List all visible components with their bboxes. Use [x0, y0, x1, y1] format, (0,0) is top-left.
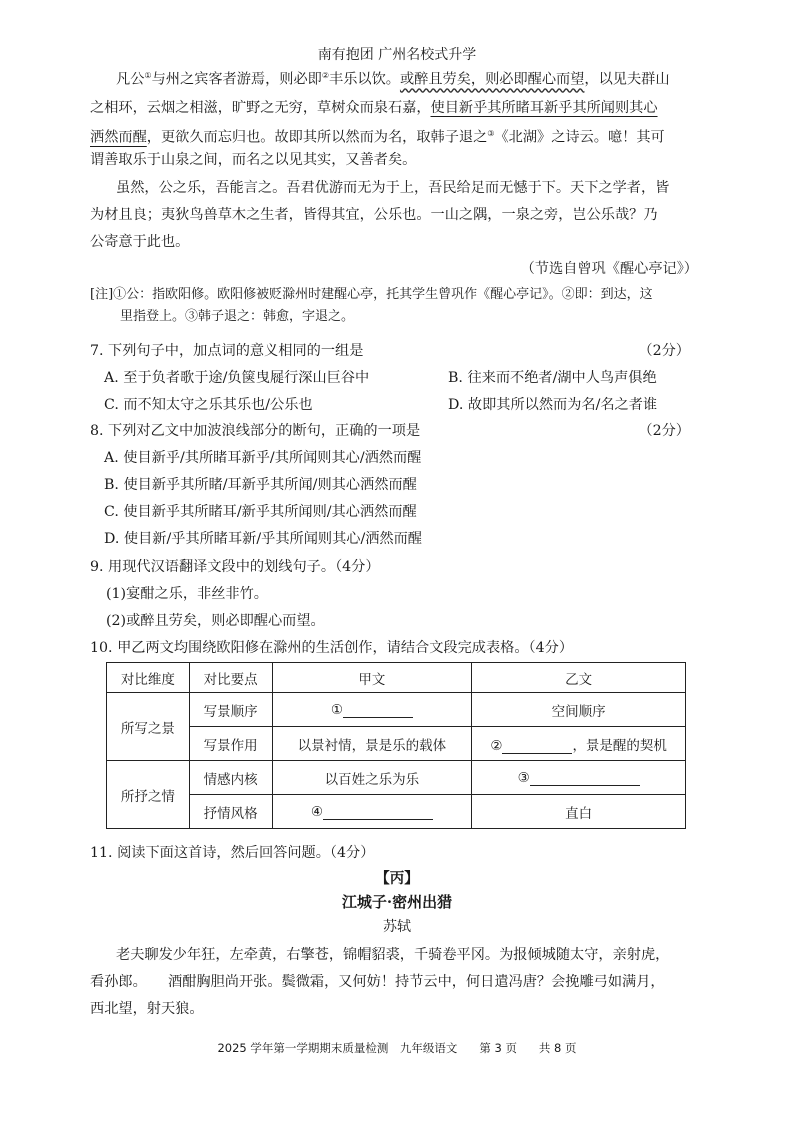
- q9-sentence-2: (2)或醉且劳矣，则必即醒心而望。: [106, 613, 325, 629]
- table-cell: 抒情风格: [189, 795, 272, 829]
- table-cell: 写景作用: [189, 727, 272, 761]
- poem-author: 苏轼: [383, 919, 411, 935]
- table-cell: 情感内核: [189, 761, 272, 795]
- wavy-underlined-sentence: 或醉且劳矣，则必即醒心而望: [399, 71, 585, 88]
- q9-sentence-1: (1)宴酣之乐，非丝非竹。: [106, 586, 268, 602]
- poem-line-1: 老夫聊发少年狂，左牵黄，右擎苍，锦帽貂裘，千骑卷平冈。为报倾城随太守，亲射虎，: [116, 947, 670, 963]
- page-footer: 2025 学年第一学期期末质量检测 九年级语文 第 3 页 共 8 页: [217, 1041, 577, 1055]
- passage-source: （节选自曾巩《醒心亭记》）: [520, 261, 698, 277]
- q9-stem: 9. 用现代汉语翻译文段中的划线句子。（4分）: [90, 559, 380, 575]
- note-line-2: 里指登上。③韩子退之：韩愈，字退之。: [120, 309, 355, 324]
- table-cell-blank-4[interactable]: ④: [272, 795, 472, 829]
- q7-stem: 7. 下列句子中，加点词的意义相同的一组是: [90, 343, 364, 359]
- answer-blank-2[interactable]: [502, 739, 572, 754]
- table-cell: 以百姓之乐为乐: [272, 761, 472, 795]
- note-line-1: [注]①公：指欧阳修。欧阳修被贬滁州时建醒心亭，托其学生曾巩作《醒心亭记》。②即：到达，这: [90, 287, 653, 302]
- passage-line-7: 公寄意于此也。: [90, 234, 190, 250]
- table-row: [107, 795, 686, 829]
- passage-line-2: 之相环，云烟之相滋，旷野之无穷，草树众而泉石嘉，使目新乎其所睹耳新乎其所闻则其心: [90, 100, 658, 116]
- q7-option-c: C. 而不知太守之乐其乐也/公乐也: [104, 397, 313, 413]
- table-row: [107, 761, 686, 795]
- underlined-sentence: 使目新乎其所睹耳新乎其所闻则其心: [430, 100, 658, 116]
- q7-option-d: D. 故即其所以然而为名/名之者谁: [448, 397, 658, 413]
- table-header-cell: 甲文: [272, 663, 472, 693]
- q7-score: （2分）: [638, 343, 690, 359]
- q8-score: （2分）: [638, 423, 690, 439]
- table-row: [107, 693, 686, 727]
- table-cell: 空间顺序: [472, 693, 686, 727]
- section-label: 【丙】: [375, 870, 419, 887]
- answer-blank-3[interactable]: [530, 771, 640, 786]
- table-header-row: [107, 663, 686, 693]
- passage-line-6: 为材且良；夷狄鸟兽草木之生者，皆得其宜，公乐也。一山之隅，一泉之旁，岂公乐哉？乃: [90, 207, 658, 223]
- poem-line-2: 看孙郎。 酒酣胸胆尚开张。鬓微霜，又何妨！持节云中，何日遣冯唐？会挽雕弓如满月，: [90, 974, 665, 990]
- q8-option-d: D. 使目新/乎其所睹耳新/乎其所闻则其心/洒然而醒: [104, 531, 422, 547]
- comparison-table: [106, 662, 686, 829]
- q8-stem: 8. 下列对乙文中加波浪线部分的断句，正确的一项是: [90, 423, 421, 439]
- q7-option-a: A. 至于负者歌于途/负箧曳屣行深山巨谷中: [104, 370, 370, 386]
- q8-option-b: B. 使目新乎其所睹/耳新乎其所闻/则其心洒然而醒: [104, 477, 417, 493]
- passage-line-3: 洒然而醒，更欲久而忘归也。故即其所以然而为名，取韩子退之③《北湖》之诗云。噫！其可: [90, 129, 665, 146]
- table-group-cell: 所抒之情: [107, 761, 190, 829]
- table-cell-blank-2[interactable]: ② ，景是醒的契机: [472, 727, 686, 761]
- poem-title: 江城子·密州出猎: [341, 893, 453, 911]
- table-group-cell: 所写之景: [107, 693, 190, 761]
- passage-line-4: 谓善取乐于山泉之间，而名之以见其实，又善者矣。: [90, 152, 417, 168]
- table-header-cell: 对比维度: [107, 663, 190, 693]
- passage-line-5: 虽然，公之乐，吾能言之。吾君优游而无为于上，吾民给足而无憾于下。天下之学者，皆: [116, 180, 670, 196]
- q10-stem: 10. 甲乙两文均围绕欧阳修在滁州的生活创作，请结合文段完成表格。（4分）: [90, 640, 574, 656]
- q8-option-a: A. 使目新乎/其所睹耳新乎/其所闻则其心/洒然而醒: [104, 450, 422, 466]
- table-cell: 直白: [472, 795, 686, 829]
- poem-line-3: 西北望，射天狼。: [90, 1001, 204, 1017]
- q11-stem: 11. 阅读下面这首诗，然后回答问题。（4分）: [90, 845, 375, 861]
- table-cell: 以景衬情，景是乐的载体: [272, 727, 472, 761]
- table-header-cell: 乙文: [472, 663, 686, 693]
- answer-blank-1[interactable]: [343, 703, 413, 718]
- table-cell: 写景顺序: [189, 693, 272, 727]
- page-total: 共 8 页: [538, 1041, 577, 1055]
- table-cell-blank-3[interactable]: ③: [472, 761, 686, 795]
- table-cell-blank-1[interactable]: ①: [272, 693, 472, 727]
- q7-option-b: B. 往来而不绝者/湖中人鸟声俱绝: [448, 370, 657, 386]
- page-number: 第 3 页: [479, 1041, 517, 1055]
- table-header-cell: 对比要点: [189, 663, 272, 693]
- page-header: 南有抱团 广州名校式升学: [317, 47, 477, 63]
- q8-option-c: C. 使目新乎其所睹耳/新乎其所闻则/其心洒然而醒: [104, 504, 417, 520]
- answer-blank-4[interactable]: [323, 805, 433, 820]
- table-row: [107, 727, 686, 761]
- passage-line-1: 凡公①与州之宾客者游焉，则必即②丰乐以饮。或醉且劳矣，则必即醒心而望，以见夫群山: [116, 71, 670, 88]
